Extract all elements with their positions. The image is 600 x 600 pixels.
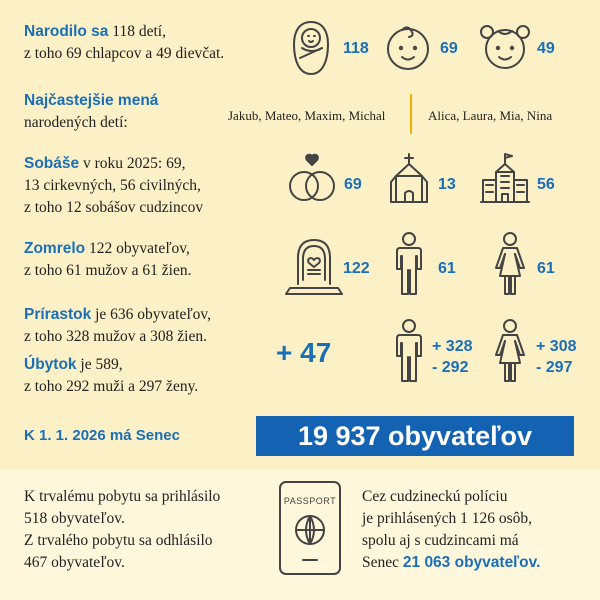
foreigners-line1: Cez cudzineckú políciu bbox=[362, 488, 508, 505]
foreigners-text bbox=[362, 486, 540, 574]
passport-label: PASSPORT bbox=[283, 496, 337, 506]
births-title: Narodilo sa bbox=[24, 23, 109, 40]
marriages-church: 13 bbox=[438, 176, 456, 193]
residence-line1: K trvalému pobytu sa prihlásilo bbox=[24, 488, 221, 505]
deaths-women: 61 bbox=[537, 260, 555, 277]
women-minus: - 297 bbox=[536, 359, 573, 376]
population-banner: 19 937 obyvateľov bbox=[256, 416, 574, 456]
deaths-total: 122 bbox=[343, 260, 370, 277]
growth-text bbox=[24, 304, 211, 348]
residence-line2: 518 obyvateľov. bbox=[24, 510, 125, 527]
women-plus: + 308 bbox=[536, 338, 577, 355]
population-label: K 1. 1. 2026 má Senec bbox=[24, 427, 180, 444]
names-title: Najčastejšie mená bbox=[24, 92, 159, 109]
woman-icon bbox=[494, 319, 526, 383]
total-with-foreigners: 21 063 obyvateľov. bbox=[402, 554, 541, 571]
girl-names: Alica, Laura, Mia, Nina bbox=[428, 108, 553, 123]
woman-icon bbox=[494, 232, 526, 296]
town-hall-icon bbox=[480, 152, 530, 204]
loss-line2: z toho 292 muži a 297 ženy. bbox=[24, 378, 199, 395]
foreigners-line3: spolu aj s cudzincami má bbox=[362, 532, 519, 549]
residence-line4: 467 obyvateľov. bbox=[24, 554, 125, 571]
growth-line2: z toho 328 mužov a 308 žien. bbox=[24, 328, 207, 345]
names-text bbox=[24, 90, 158, 134]
man-icon bbox=[394, 232, 424, 296]
births-total: 118 bbox=[343, 40, 369, 57]
growth-line1: je 636 obyvateľov, bbox=[95, 306, 211, 323]
boy-names: Jakub, Mateo, Maxim, Michal bbox=[228, 108, 386, 123]
marriages-total: 69 bbox=[344, 176, 362, 193]
loss-line1: je 589, bbox=[80, 356, 123, 373]
births-boys: 69 bbox=[440, 40, 458, 57]
marriages-civil: 56 bbox=[537, 176, 555, 193]
births-line2: z toho 69 chlapcov a 49 dievčat. bbox=[24, 45, 225, 62]
baby-boy-face-icon bbox=[384, 22, 432, 72]
residence-text bbox=[24, 486, 220, 574]
women-change bbox=[536, 336, 576, 378]
foreigners-line2: je prihlásených 1 126 osôb, bbox=[362, 510, 533, 527]
men-plus: + 328 bbox=[432, 338, 473, 355]
deaths-men: 61 bbox=[438, 260, 456, 277]
names-divider bbox=[410, 94, 412, 134]
wedding-rings-icon bbox=[284, 152, 340, 202]
marriages-line3: z toho 12 sobášov cudzincov bbox=[24, 199, 204, 216]
deaths-text bbox=[24, 238, 191, 282]
net-growth: + 47 bbox=[276, 337, 332, 368]
men-change bbox=[432, 336, 472, 378]
foreigners-line4-prefix: Senec bbox=[362, 554, 400, 571]
growth-title: Prírastok bbox=[24, 306, 92, 323]
marriages-title: Sobáše bbox=[24, 155, 80, 172]
baby-swaddled-icon bbox=[290, 18, 332, 78]
baby-girl-face-icon bbox=[478, 20, 532, 72]
gravestone-icon bbox=[284, 236, 344, 298]
loss-text bbox=[24, 354, 198, 398]
deaths-line2: z toho 61 mužov a 61 žien. bbox=[24, 262, 192, 279]
marriages-line2: 13 cirkevných, 56 civilných, bbox=[24, 177, 201, 194]
deaths-line1: 122 obyvateľov, bbox=[89, 240, 190, 257]
men-minus: - 292 bbox=[432, 359, 469, 376]
births-girls: 49 bbox=[537, 40, 555, 57]
deaths-title: Zomrelo bbox=[24, 240, 86, 257]
marriages-line1: v roku 2025: 69, bbox=[83, 155, 186, 172]
residence-line3: Z trvalého pobytu sa odhlásilo bbox=[24, 532, 213, 549]
passport-icon bbox=[276, 478, 344, 578]
loss-title: Úbytok bbox=[24, 356, 77, 373]
marriages-text bbox=[24, 153, 203, 219]
man-icon bbox=[394, 319, 424, 383]
births-line1: 118 detí, bbox=[112, 23, 166, 40]
names-line2: narodených detí: bbox=[24, 114, 128, 131]
births-text bbox=[24, 21, 224, 65]
church-icon bbox=[388, 152, 430, 204]
